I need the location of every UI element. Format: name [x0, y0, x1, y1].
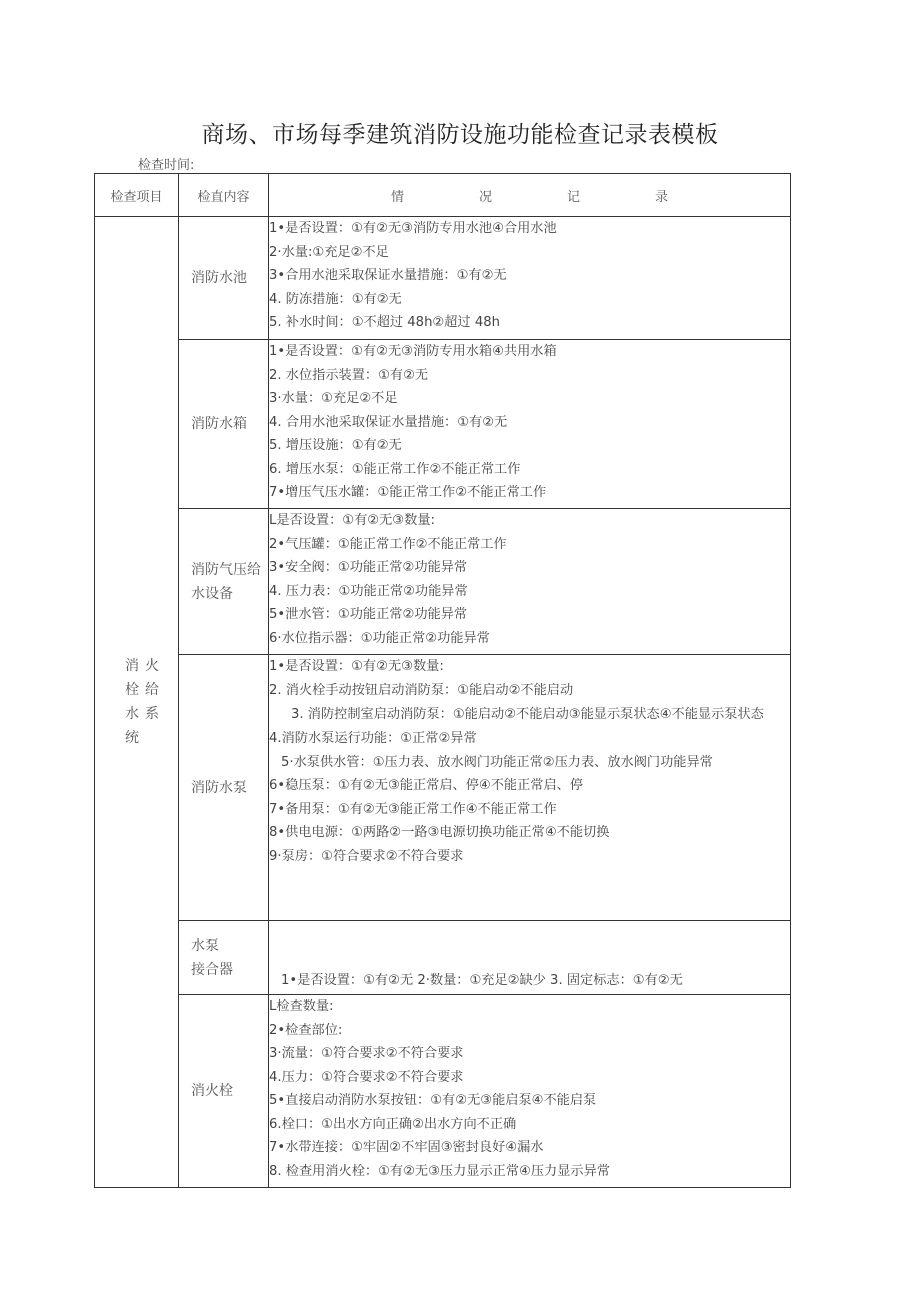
record-line: 4.消防水泵运行功能：①正常②异常 — [269, 731, 477, 746]
record-line: 2. 消火栓手动按钮启动消防泵：①能启动②不能启动 — [269, 682, 574, 698]
header-status-char: 情 — [390, 189, 404, 205]
header-content: 检直内容 — [179, 174, 269, 217]
table-row — [95, 509, 791, 655]
record-line: 2. 水位指示装置：①有②无 — [269, 367, 429, 383]
record-line: 4. 合用水池采取保证水量措施：①有②无 — [269, 414, 508, 430]
inspection-table — [94, 173, 791, 1188]
record-line: 3. 消防控制室启动消防泵：①能启动②不能启动③能显示泵状态④不能显示泵状态 — [291, 707, 764, 722]
record-line: 4. 防冻措施：①有②无 — [269, 291, 402, 307]
record-line: 6•稳压泵：①有②无③能正常启、停④不能正常启、停 — [269, 778, 584, 793]
record-cell — [269, 340, 791, 509]
record-line: 8. 检查用消火栓：①有②无③压力显示正常④压力显示异常 — [269, 1163, 610, 1179]
record-line: 2•气压罐：①能正常工作②不能正常工作 — [269, 536, 507, 552]
content-cell — [179, 921, 269, 995]
record-line: 3•合用水池采取保证水量措施：①有②无 — [269, 268, 507, 283]
record-line: 5•泄水管：①功能正常②功能异常 — [269, 607, 468, 622]
record-line: L检查数量: — [269, 999, 334, 1014]
record-line: 2·水量:①充足②不足 — [269, 244, 389, 260]
table-row — [95, 995, 791, 1188]
record-line: L是否设置：①有②无③数量: — [269, 513, 435, 528]
record-cell — [269, 995, 791, 1188]
table-row — [95, 655, 791, 921]
record-cell — [269, 655, 791, 921]
record-line: 3•安全阀：①功能正常②功能异常 — [269, 560, 468, 575]
header-status-char: 录 — [654, 189, 668, 205]
record-cell — [269, 509, 791, 655]
content-cell: 消防水池 — [179, 217, 269, 340]
record-line: 1•是否设置：①有②无③消防专用水池④合用水池 — [269, 221, 557, 236]
table-row — [95, 217, 791, 340]
record-line: 5•直接启动消防水泵按钮：①有②无③能启泵④不能启泵 — [269, 1093, 597, 1108]
record-line: 5. 补水时间：①不超过 48h②超过 48h — [269, 315, 500, 330]
header-status-char: 况 — [478, 189, 492, 205]
record-cell — [269, 921, 791, 995]
record-line: 5. 增压设施：①有②无 — [269, 438, 402, 453]
record-line: 4.压力：①符合要求②不符合要求 — [269, 1069, 464, 1085]
record-line: 3·水量：①充足②不足 — [269, 391, 398, 406]
content-cell: 消防气压给水设备 — [179, 509, 269, 655]
table-row — [95, 340, 791, 509]
record-line: 6·水位指示器：①功能正常②功能异常 — [269, 630, 490, 646]
record-line: 1•是否设置：①有②无 2·数量：①充足②缺少 3. 固定标志：①有②无 — [281, 972, 683, 988]
header-status — [269, 174, 791, 217]
header-item: 检查项目 — [95, 174, 179, 217]
document-title: 商场、市场每季建筑消防设施功能检查记录表模板 — [201, 122, 719, 148]
header-row — [95, 174, 791, 217]
record-line: 6.栓口：①出水方向正确②出水方向不正确 — [269, 1116, 517, 1132]
content-cell: 消防水泵 — [179, 655, 269, 921]
record-line: 4. 压力表：①功能正常②功能异常 — [269, 583, 468, 599]
record-line: 7•水带连接：①牢固②不牢固③密封良好④漏水 — [269, 1140, 544, 1155]
record-line: 1•是否设置：①有②无③消防专用水箱④共用水箱 — [269, 344, 557, 359]
content-line: 水泵 — [191, 937, 219, 954]
content-cell: 消火栓 — [179, 995, 269, 1188]
content-cell: 消防水箱 — [179, 340, 269, 509]
record-line: 2•检查部位: — [269, 1022, 343, 1038]
record-line: 9·泵房：①符合要求②不符合要求 — [269, 848, 464, 864]
table-row — [95, 921, 791, 995]
record-line: 1•是否设置：①有②无③数量: — [269, 659, 444, 674]
check-time-label: 检查时间: — [138, 158, 195, 173]
record-line: 6. 增压水泵：①能正常工作②不能正常工作 — [269, 461, 521, 477]
content-line: 接合器 — [191, 961, 233, 978]
record-line: 7•增压气压水罐：①能正常工作②不能正常工作 — [269, 485, 547, 500]
record-line: 7•备用泵：①有②无③能正常工作④不能正常工作 — [269, 801, 557, 817]
header-status-char: 记 — [566, 189, 580, 205]
record-cell — [269, 217, 791, 340]
record-line: 3·流量：①符合要求②不符合要求 — [269, 1046, 464, 1061]
record-line: 5·水泵供水管：①压力表、放水阀门功能正常②压力表、放水阀门功能异常 — [281, 754, 713, 770]
record-line: 8•供电电源：①两路②一路③电源切换功能正常④不能切换 — [269, 825, 610, 840]
item-cell: 消火栓给水系统 — [95, 217, 179, 1188]
